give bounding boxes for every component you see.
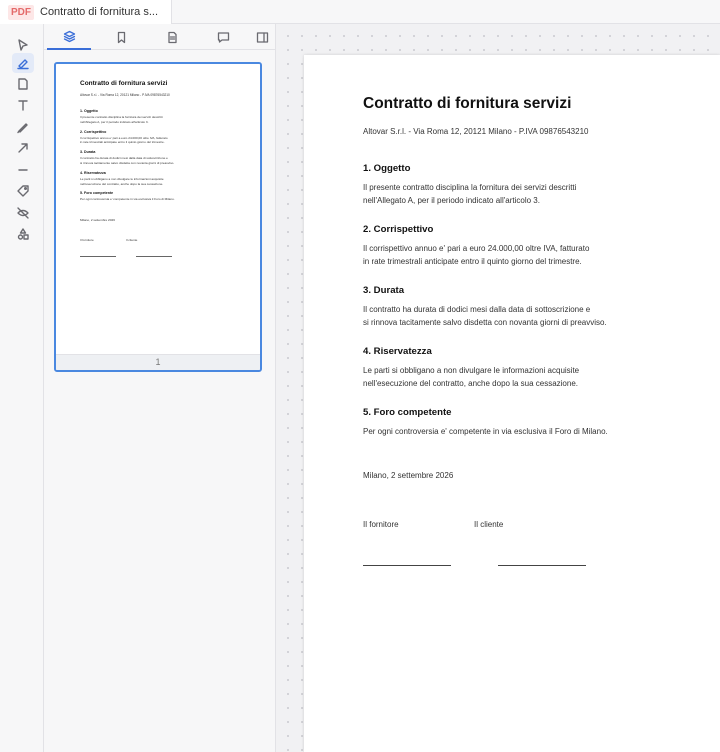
note-icon xyxy=(16,77,30,91)
section-paragraph: Il contratto ha durata di dodici mesi dalla data di sottoscrizione e si rinnova tacitamente salvo disdetta con novanta giorni di preavviso. xyxy=(363,305,607,327)
highlight-tool-button[interactable] xyxy=(12,53,34,73)
thumbnail-subtitle: Altovar S.r.l. - Via Roma 12, 20121 Milano - P.IVA 09876543210 xyxy=(80,93,170,97)
document-subtitle: Altovar S.r.l. - Via Roma 12, 20121 Milano - P.IVA 09876543210 xyxy=(363,127,589,136)
thumbnail-paragraph: Il corrispettivo annuo e' pari a euro 24.000,00 oltre IVA, fatturato in rate trimestrali anticipate entro il quinto giorno del trimestre. xyxy=(80,135,168,145)
thumbnail-signature-line xyxy=(136,256,172,257)
page-list-icon xyxy=(166,31,179,44)
section-heading: 3. Durata xyxy=(363,285,405,296)
thumbnail-paragraph: Il presente contratto disciplina la fornitura dei servizi descritti nell'Allegato A, per il periodo indicato all'articolo 3. xyxy=(80,115,163,124)
text-tool-button[interactable] xyxy=(12,95,34,115)
text-tool-icon xyxy=(16,98,30,112)
thumbnail-signatures xyxy=(80,238,236,258)
hide-tool-button[interactable] xyxy=(12,203,34,223)
thumbnail-date: Milano, 2 settembre 2026 xyxy=(80,218,115,223)
pencil-icon xyxy=(16,120,30,134)
supplier-signature-label: Il fornitore xyxy=(363,520,399,529)
thumbnail-supplier-label: Il fornitore xyxy=(80,238,94,243)
tab-bookmarks[interactable] xyxy=(99,24,143,50)
section-heading: 5. Foro competente xyxy=(363,407,452,418)
thumbnail-title: Contratto di fornitura servizi xyxy=(80,80,168,87)
document-title: Contratto di fornitura servizi xyxy=(363,95,572,112)
arrow-tool-button[interactable] xyxy=(12,138,34,158)
section-paragraph: Per ogni controversia e' competente in via esclusiva il Foro di Milano. xyxy=(363,427,608,436)
section-heading: 1. Oggetto xyxy=(363,163,411,174)
thumbnail-sidebar xyxy=(44,24,276,752)
select-arrow-icon xyxy=(16,38,30,52)
tab-pages[interactable] xyxy=(150,24,194,50)
tab-comments[interactable] xyxy=(201,24,245,50)
highlight-pen-icon xyxy=(16,56,30,70)
thumbnail-heading: 1. Oggetto xyxy=(80,109,98,113)
hide-icon xyxy=(16,206,30,220)
select-tool-button[interactable] xyxy=(12,35,34,55)
layers-icon xyxy=(63,30,76,43)
panel-icon xyxy=(256,31,269,44)
thumbnail-paragraph: Le parti si obbligano a non divulgare le informazioni acquisite nell'esecuzione del contratto, anche dopo la sua cessazione. xyxy=(80,176,164,186)
supplier-signature-line xyxy=(363,565,451,566)
section-paragraph: Le parti si obbligano a non divulgare le informazioni acquisite nell'esecuzione del contratto, anche dopo la sua cessazione. xyxy=(363,366,580,388)
tag-tool-button[interactable] xyxy=(12,181,34,201)
arrow-line-icon xyxy=(16,141,30,155)
thumbnail-heading: 5. Foro competente xyxy=(80,191,114,196)
line-tool-icon xyxy=(16,163,30,177)
thumbnail-client-label: Il cliente xyxy=(126,238,138,243)
bookmark-icon xyxy=(115,31,128,44)
client-signature-line xyxy=(498,565,586,566)
section-paragraph: Il presente contratto disciplina la fornitura dei servizi descritti nell'Allegato A, per il periodo indicato all'articolo 3. xyxy=(363,183,577,205)
shapes-icon xyxy=(16,227,30,241)
line-tool-button[interactable] xyxy=(12,160,34,180)
note-tool-button[interactable] xyxy=(12,74,34,94)
sidebar-tabs xyxy=(44,24,276,50)
thumbnail-paragraph: Il contratto ha durata di dodici mesi dalla data di sottoscrizione e si rinnova tacitamente salvo disdetta con novanta giorni di preavviso. xyxy=(80,156,175,165)
thumbnail-page-preview xyxy=(56,64,260,354)
section-heading: 2. Corrispettivo xyxy=(363,224,434,235)
shapes-tool-button[interactable] xyxy=(12,224,34,244)
thumbnail-page-number: 1 xyxy=(56,354,260,370)
pencil-tool-button[interactable] xyxy=(12,117,34,137)
tab-title: Contratto di fornitura s... xyxy=(40,6,158,18)
thumbnail-heading: 4. Riservatezza xyxy=(80,170,106,175)
document-date: Milano, 2 settembre 2026 xyxy=(363,471,454,480)
document-tab[interactable] xyxy=(0,0,172,24)
title-bar xyxy=(0,0,720,24)
tag-icon xyxy=(16,184,30,198)
document-page[interactable] xyxy=(304,55,720,752)
section-paragraph: Il corrispettivo annuo e' pari a euro 24.000,00 oltre IVA, fatturato in rate trimestrali anticipate entro il quinto giorno del trimestre. xyxy=(363,244,590,266)
thumbnail-heading: 2. Corrispettivo xyxy=(80,129,107,134)
pdf-badge: PDF xyxy=(8,5,34,20)
thumbnail-signature-line xyxy=(80,256,116,257)
page-thumbnail[interactable] xyxy=(54,62,262,372)
thumbnail-heading: 3. Durata xyxy=(80,150,96,155)
tab-layers[interactable] xyxy=(47,24,91,50)
thumbnail-paragraph: Per ogni controversia e' competente in via esclusiva il Foro di Milano. xyxy=(80,197,175,202)
client-signature-label: Il cliente xyxy=(474,520,504,529)
comment-icon xyxy=(217,31,230,44)
left-toolbar xyxy=(0,24,44,752)
section-heading: 4. Riservatezza xyxy=(363,346,432,357)
signature-block xyxy=(363,520,720,570)
